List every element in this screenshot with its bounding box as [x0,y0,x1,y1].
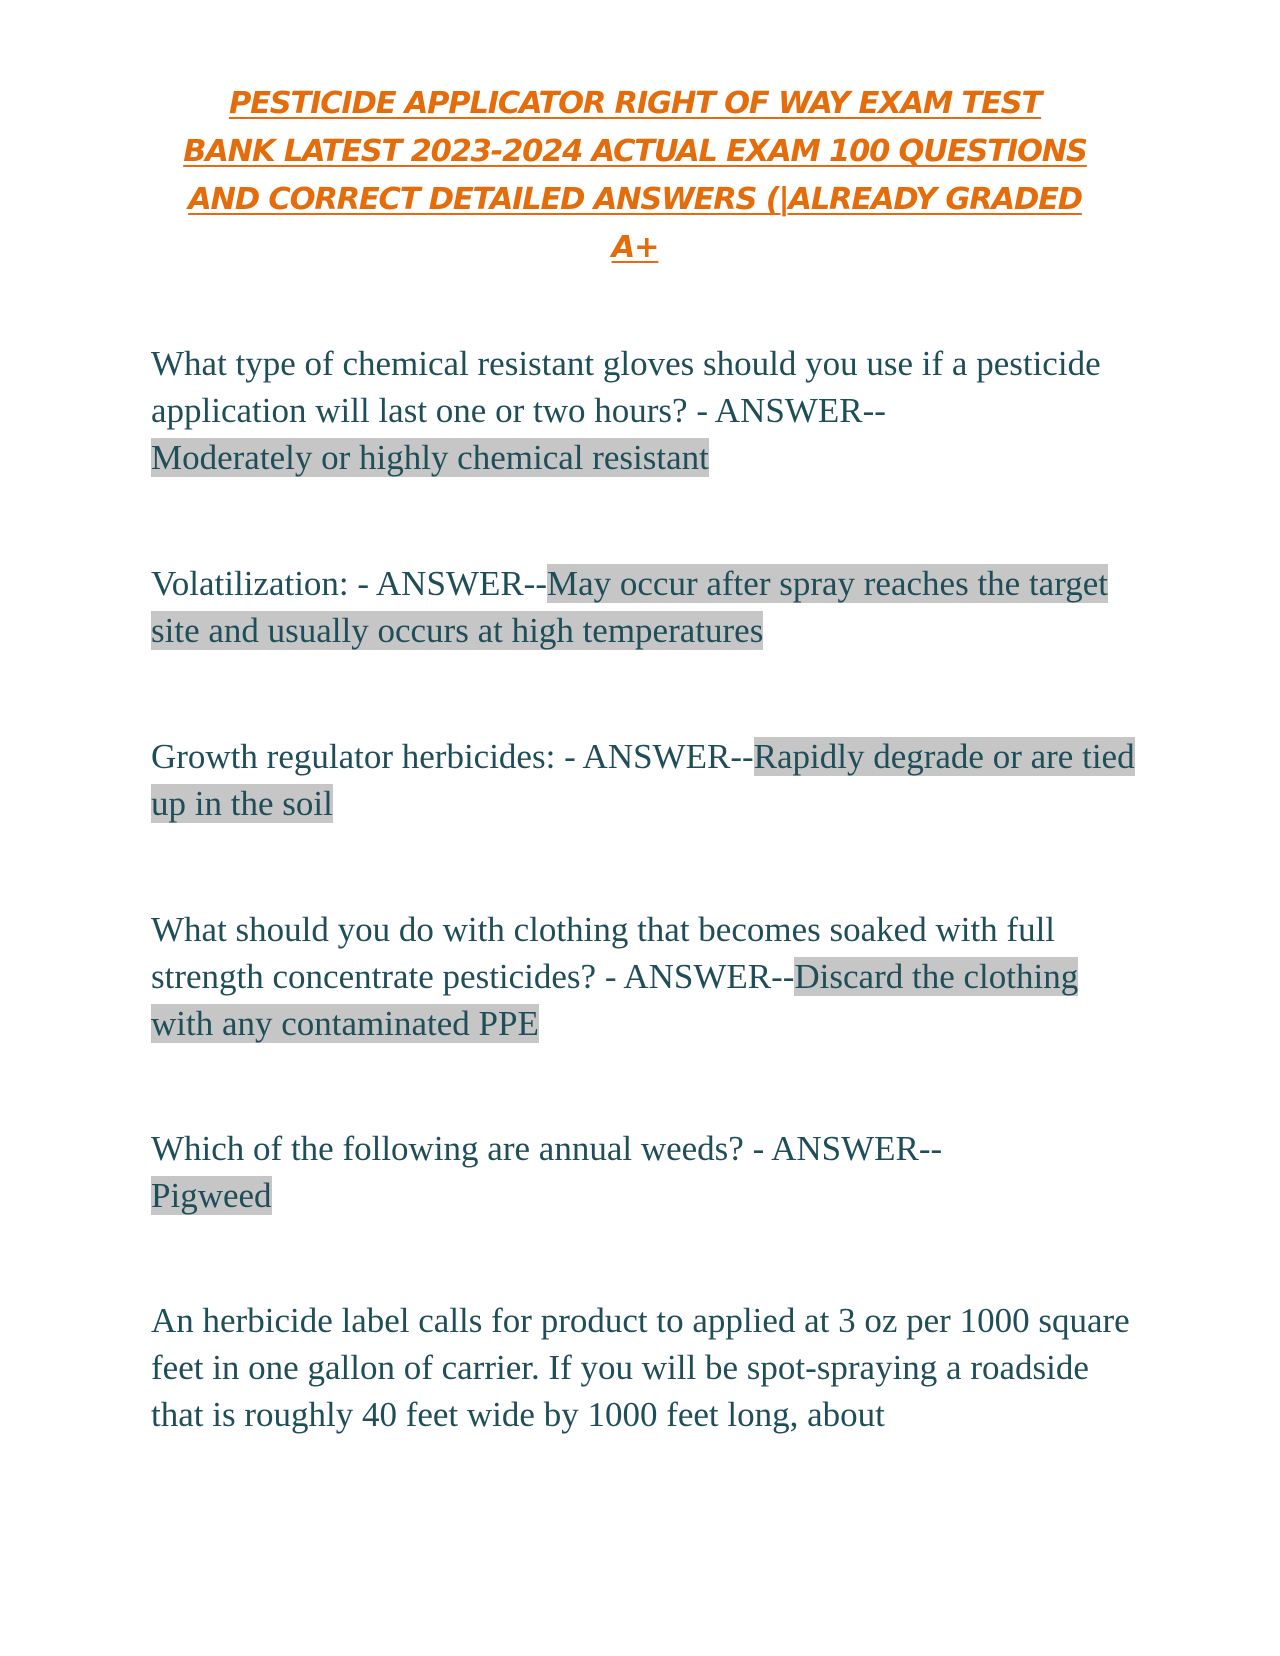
question-text: Which of the following are annual weeds? [151,1129,744,1168]
answer-separator: - ANSWER-- [743,1129,943,1168]
answer-separator: - ANSWER-- [348,564,547,603]
qa-entry [151,340,1141,481]
title-line-3: AND CORRECT DETAILED ANSWERS (|ALREADY GRADED [188,182,1082,217]
answer-highlight: Pigweed [151,1176,272,1215]
answer-separator: - ANSWER-- [555,737,754,776]
answer-highlight: May occur after spray reaches the target site and usually occurs at high temperatures [151,564,1108,650]
title-line-1: PESTICIDE APPLICATOR RIGHT OF WAY EXAM TEST [228,86,1042,121]
question-text: What should you do with clothing that becomes soaked with full strength concentrate pesticides? [151,910,1056,996]
qa-entry [151,560,1141,654]
qa-entry [151,1125,1141,1219]
title-line-2: BANK LATEST 2023-2024 ACTUAL EXAM 100 QUESTIONS [183,134,1087,169]
answer-highlight: Moderately or highly chemical resistant [151,438,709,477]
question-text: An herbicide label calls for product to applied at 3 oz per 1000 square feet in one gallon of carrier. If you will be spot-spraying a roadside that is roughly 40 feet wide by 1000 feet long, about [151,1301,1130,1434]
answer-separator: - ANSWER-- [596,957,795,996]
qa-entry [151,906,1141,1047]
answer-highlight: Rapidly degrade or are tied up in the soil [151,737,1135,823]
question-text: What type of chemical resistant gloves should you use if a pesticide application will last one or two hours? [151,344,1101,430]
question-text: Growth regulator herbicides: [151,737,556,776]
title-line-4: A+ [611,230,659,265]
answer-separator: - ANSWER-- [687,391,886,430]
qa-entry [151,733,1141,827]
document-title [140,80,1130,272]
qa-entry [151,1297,1141,1438]
answer-highlight: Discard the clothing with any contaminated PPE [151,957,1079,1043]
question-text: Volatilization: [151,564,349,603]
